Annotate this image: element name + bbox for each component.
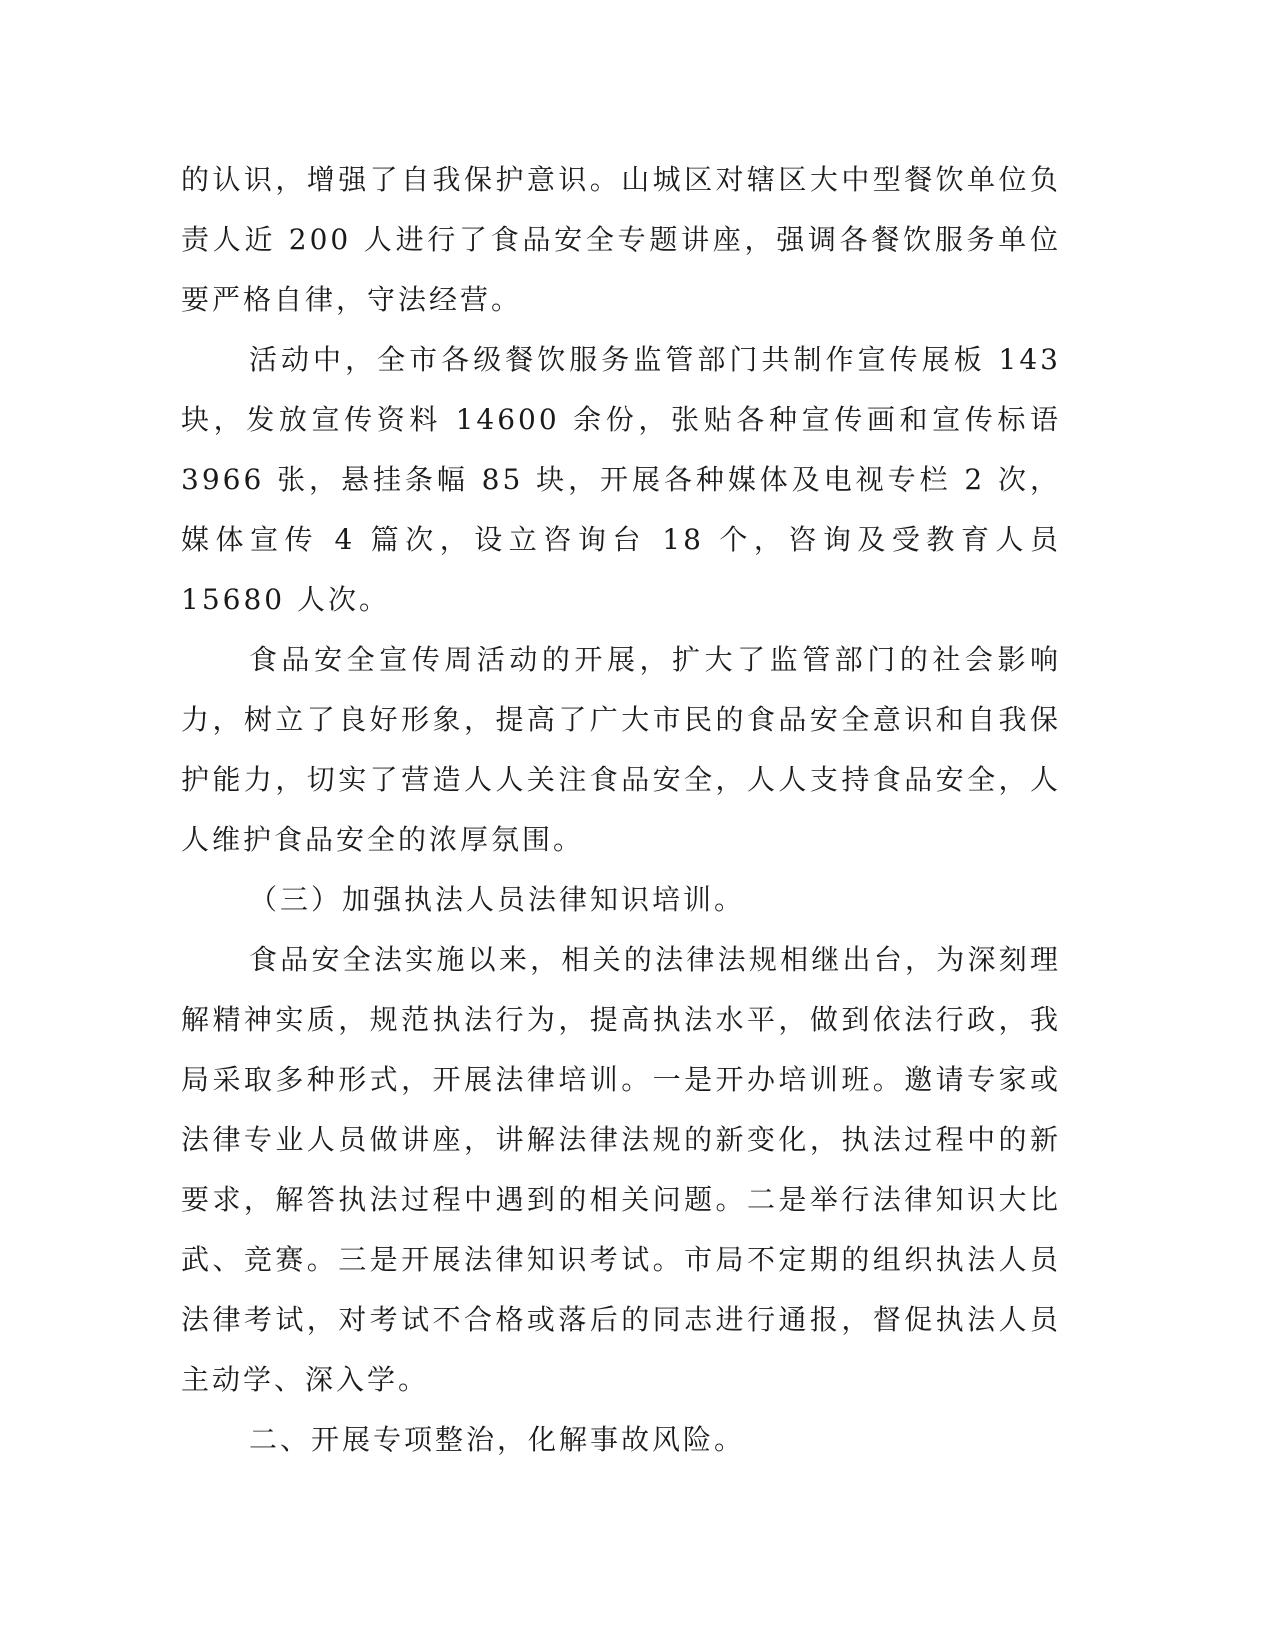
paragraph-activity-stats: 活动中，全市各级餐饮服务监管部门共制作宣传展板 143 块，发放宣传资料 14600 余份，张贴各种宣传画和宣传标语 3966 张，悬挂条幅 85 块，开展各种媒体及电视专栏 2 次，媒体宣传 4 篇次，设立咨询台 18 个，咨询及受教育人员 15680 人次。 [181, 343, 1061, 616]
section-heading-training: （三）加强执法人员法律知识培训。 [249, 883, 746, 916]
paragraph-continuation: 的认识，增强了自我保护意识。山城区对辖区大中型餐饮单位负责人近 200 人进行了食品安全专题讲座，强调各餐饮服务单位要严格自律，守法经营。 [181, 163, 1061, 316]
section-heading-special-rectification: 二、开展专项整治，化解事故风险。 [249, 1423, 746, 1456]
paragraph-publicity-week: 食品安全宣传周活动的开展，扩大了监管部门的社会影响力，树立了良好形象，提高了广大市民的食品安全意识和自我保护能力，切实了营造人人关注食品安全，人人支持食品安全，人人维护食品安全的浓厚氛围。 [181, 643, 1061, 856]
paragraph-law-training: 食品安全法实施以来，相关的法律法规相继出台，为深刻理解精神实质，规范执法行为，提高执法水平，做到依法行政，我局采取多种形式，开展法律培训。一是开办培训班。邀请专家或法律专业人员做讲座，讲解法律法规的新变化，执法过程中的新要求，解答执法过程中遇到的相关问题。二是举行法律知识大比武、竞赛。三是开展法律知识考试。市局不定期的组织执法人员法律考试，对考试不合格或落后的同志进行通报，督促执法人员主动学、深入学。 [181, 943, 1061, 1396]
document-body [181, 150, 1061, 1470]
